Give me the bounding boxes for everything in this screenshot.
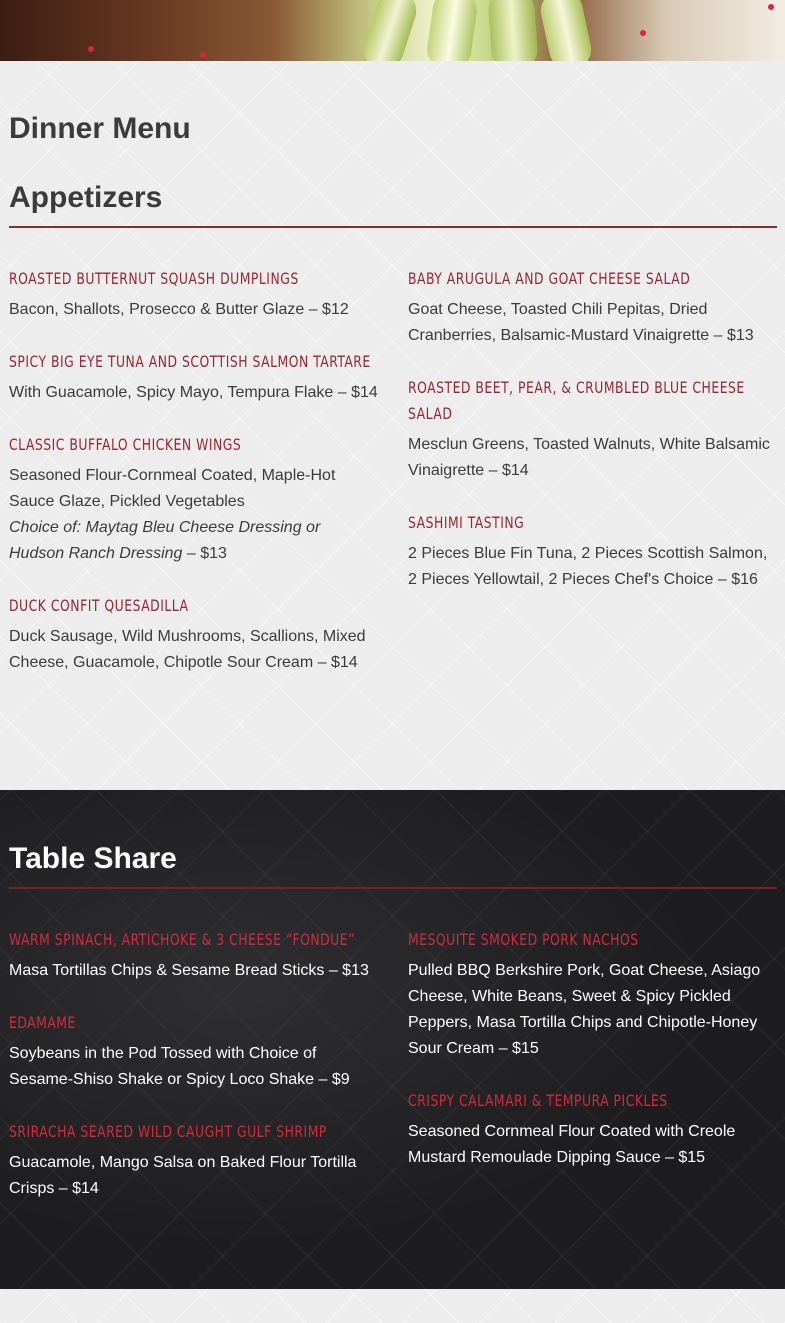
menu-item-name: SASHIMI TASTING xyxy=(408,513,525,532)
menu-item-description: Masa Tortillas Chips & Sesame Bread Sticks – $13 xyxy=(9,962,369,979)
menu-item-description: Mesclun Greens, Toasted Walnuts, White Balsamic Vinaigrette – $14 xyxy=(408,436,770,479)
appetizers-right-column xyxy=(408,266,778,619)
menu-item-description: Seasoned Cornmeal Flour Coated with Creole Mustard Remoulade Dipping Sauce – $15 xyxy=(408,1123,736,1166)
appetizers-left-column xyxy=(9,266,379,702)
menu-item xyxy=(9,432,379,567)
menu-item-name: EDAMAME xyxy=(9,1013,76,1032)
menu-item-description xyxy=(9,463,379,567)
page-title: Dinner Menu xyxy=(9,112,191,145)
menu-item xyxy=(9,349,379,406)
menu-item-note: Choice of: Maytag Bleu Cheese Dressing or Hudson Ranch Dressing xyxy=(9,519,321,562)
menu-item-name: MESQUITE SMOKED PORK NACHOS xyxy=(408,930,639,949)
next-section-bg xyxy=(0,1289,785,1323)
menu-item-name: SRIRACHA SEARED WILD CAUGHT GULF SHRIMP xyxy=(9,1122,327,1141)
section-title-appetizers: Appetizers xyxy=(9,181,163,214)
menu-item-name: SPICY BIG EYE TUNA AND SCOTTISH SALMON TARTARE xyxy=(9,352,371,371)
menu-item-name: DUCK CONFIT QUESADILLA xyxy=(9,596,189,615)
menu-item xyxy=(9,1010,379,1093)
menu-item xyxy=(9,266,379,323)
menu-item xyxy=(9,1119,379,1202)
menu-item-name: ROASTED BEET, PEAR, & CRUMBLED BLUE CHEESE SALAD xyxy=(408,378,745,423)
menu-item xyxy=(408,375,778,484)
menu-item-name: WARM SPINACH, ARTICHOKE & 3 CHEESE “FONDUE” xyxy=(9,930,356,949)
menu-item-name: CLASSIC BUFFALO CHICKEN WINGS xyxy=(9,435,242,454)
menu-item-description: Goat Cheese, Toasted Chili Pepitas, Dried Cranberries, Balsamic-Mustard Vinaigrette – $13 xyxy=(408,301,754,344)
menu-item xyxy=(408,1088,778,1171)
menu-item-description: With Guacamole, Spicy Mayo, Tempura Flake – $14 xyxy=(9,384,378,401)
menu-item-description-text: Seasoned Flour-Cornmeal Coated, Maple-Hot Sauce Glaze, Pickled Vegetables xyxy=(9,467,336,510)
menu-item xyxy=(408,266,778,349)
menu-item xyxy=(9,593,379,676)
hero-food-image xyxy=(0,0,785,61)
menu-item xyxy=(9,927,379,984)
menu-item-name: ROASTED BUTTERNUT SQUASH DUMPLINGS xyxy=(9,269,299,288)
menu-item-description: Bacon, Shallots, Prosecco & Butter Glaze – $12 xyxy=(9,301,349,318)
menu-item-name: CRISPY CALAMARI & TEMPURA PICKLES xyxy=(408,1091,668,1110)
section-title-table-share: Table Share xyxy=(9,842,177,875)
menu-item-description: 2 Pieces Blue Fin Tuna, 2 Pieces Scottish Salmon, 2 Pieces Yellowtail, 2 Pieces Chef's Choice – $16 xyxy=(408,545,768,588)
menu-item-description: Pulled BBQ Berkshire Pork, Goat Cheese, Asiago Cheese, White Beans, Sweet & Spicy Pickled Peppers, Masa Tortilla Chips and Chipotle-Honey Sour Cream – $15 xyxy=(408,962,761,1057)
menu-item xyxy=(408,927,778,1062)
menu-item-price: – $13 xyxy=(182,545,227,562)
menu-item-name: BABY ARUGULA AND GOAT CHEESE SALAD xyxy=(408,269,691,288)
section-divider xyxy=(9,226,777,228)
section-divider xyxy=(9,887,777,889)
menu-item-description: Guacamole, Mango Salsa on Baked Flour Tortilla Crisps – $14 xyxy=(9,1154,357,1197)
table-share-right-column xyxy=(408,927,778,1197)
menu-item xyxy=(408,510,778,593)
menu-item-description: Soybeans in the Pod Tossed with Choice of Sesame-Shiso Shake or Spicy Loco Shake – $9 xyxy=(9,1045,350,1088)
table-share-left-column xyxy=(9,927,379,1228)
menu-item-description: Duck Sausage, Wild Mushrooms, Scallions, Mixed Cheese, Guacamole, Chipotle Sour Cream – $14 xyxy=(9,628,366,671)
